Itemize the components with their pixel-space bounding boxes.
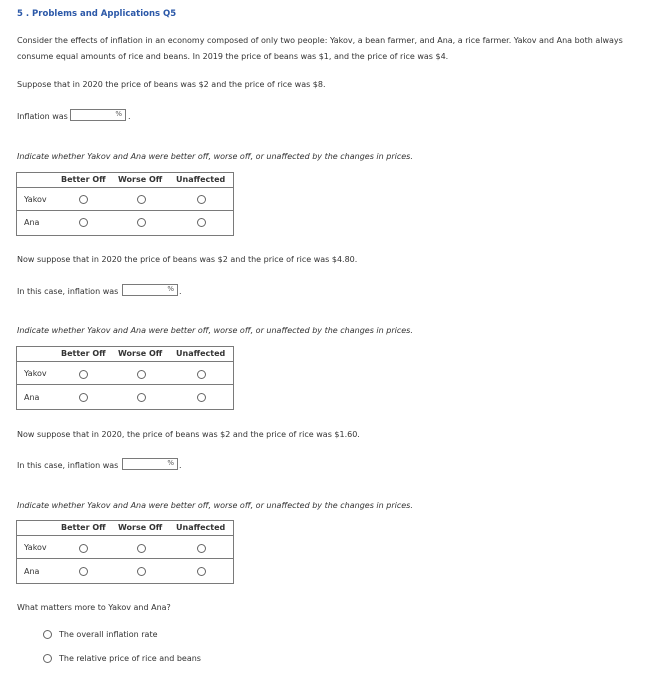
table-1-row-ana: Ana [24,218,40,227]
t2-yakov-worse-radio[interactable] [137,370,146,379]
percent-unit-3: % [167,459,174,467]
option-relative-price-radio[interactable] [43,654,52,663]
t3-yakov-unaffected-radio[interactable] [197,544,206,553]
option-overall-inflation-label: The overall inflation rate [59,630,158,639]
table-1-header-divider [16,187,233,188]
t2-yakov-better-radio[interactable] [79,370,88,379]
table-3-row-ana: Ana [24,567,40,576]
final-question: What matters more to Yakov and Ana? [17,603,171,612]
intro-line-2: consume equal amounts of rice and beans. In 2019 the price of beans was $1, and the price of rice was $4. [17,52,449,61]
t2-yakov-unaffected-radio[interactable] [197,370,206,379]
table-3-header-better: Better Off [61,523,106,532]
table-1-row-divider [16,210,233,211]
table-3-row-divider [16,558,233,559]
t1-yakov-better-radio[interactable] [79,195,88,204]
inflation-label-2: In this case, inflation was [17,287,119,296]
intro-line-1: Consider the effects of inflation in an economy composed of only two people: Yakov, a bean farmer, and Ana, a rice farmer. Yakov and Ana both always [17,36,623,45]
table-1-header-better: Better Off [61,175,106,184]
t1-ana-worse-radio[interactable] [137,218,146,227]
table-2-row-ana: Ana [24,393,40,402]
scenario-3-text: Now suppose that in 2020, the price of beans was $2 and the price of rice was $1.60. [17,430,360,439]
table-2-header-worse: Worse Off [118,349,163,358]
question-title: 5 . Problems and Applications Q5 [17,9,177,19]
t2-ana-better-radio[interactable] [79,393,88,402]
t1-ana-unaffected-radio[interactable] [197,218,206,227]
table-3-row-yakov: Yakov [24,543,47,552]
scenario-2-text: Now suppose that in 2020 the price of beans was $2 and the price of rice was $4.80. [17,255,358,264]
scenario-1-text: Suppose that in 2020 the price of beans was $2 and the price of rice was $8. [17,80,326,89]
inflation-label-1: Inflation was [17,112,68,121]
t2-ana-unaffected-radio[interactable] [197,393,206,402]
t3-yakov-better-radio[interactable] [79,544,88,553]
period-1: . [128,112,131,121]
table-3-header-worse: Worse Off [118,523,163,532]
table-2-header-unaffected: Unaffected [176,349,226,358]
option-overall-inflation-radio[interactable] [43,630,52,639]
t2-ana-worse-radio[interactable] [137,393,146,402]
option-relative-price-label: The relative price of rice and beans [59,654,201,663]
table-1-row-yakov: Yakov [24,195,47,204]
table-3-header-unaffected: Unaffected [176,523,226,532]
inflation-label-3: In this case, inflation was [17,461,119,470]
t1-yakov-worse-radio[interactable] [137,195,146,204]
t3-ana-worse-radio[interactable] [137,567,146,576]
period-3: . [179,461,182,470]
percent-unit-2: % [167,285,174,293]
table-2-header-divider [16,361,233,362]
instruction-2: Indicate whether Yakov and Ana were better off, worse off, or unaffected by the changes in prices. [17,326,413,335]
option-relative-price[interactable] [43,654,201,663]
inflation-input-3[interactable] [122,458,178,470]
option-overall-inflation[interactable] [43,630,158,639]
inflation-input-2[interactable] [122,284,178,296]
table-2-row-divider [16,384,233,385]
t3-ana-better-radio[interactable] [79,567,88,576]
instruction-1: Indicate whether Yakov and Ana were better off, worse off, or unaffected by the changes in prices. [17,152,413,161]
table-3-header-divider [16,535,233,536]
table-2-row-yakov: Yakov [24,369,47,378]
table-1-header-worse: Worse Off [118,175,163,184]
table-1-header-unaffected: Unaffected [176,175,226,184]
percent-unit-1: % [115,110,122,118]
t1-yakov-unaffected-radio[interactable] [197,195,206,204]
period-2: . [179,287,182,296]
t3-yakov-worse-radio[interactable] [137,544,146,553]
table-2-header-better: Better Off [61,349,106,358]
instruction-3: Indicate whether Yakov and Ana were better off, worse off, or unaffected by the changes in prices. [17,501,413,510]
inflation-input-1[interactable] [70,109,126,121]
t3-ana-unaffected-radio[interactable] [197,567,206,576]
t1-ana-better-radio[interactable] [79,218,88,227]
